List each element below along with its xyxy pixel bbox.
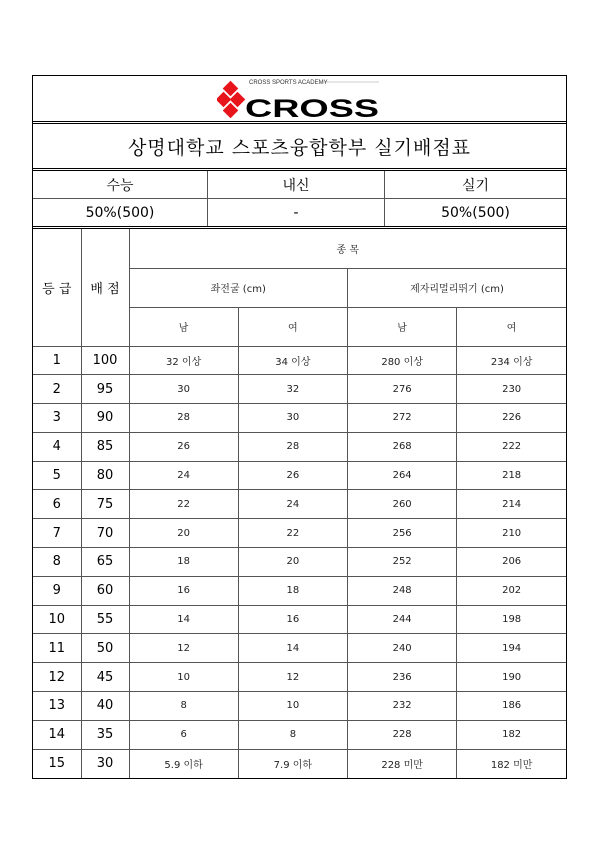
record-cell: 236: [348, 663, 457, 692]
score-cell: 100: [81, 346, 129, 375]
score-cell: 80: [81, 461, 129, 490]
score-cell: 75: [81, 490, 129, 519]
record-cell: 280 이상: [348, 346, 457, 375]
table-row: [33, 663, 566, 692]
record-cell: 30: [129, 375, 238, 404]
table-row: [33, 432, 566, 461]
ratio-value: 50%(500): [385, 199, 567, 228]
grade-cell: 8: [33, 548, 81, 577]
record-cell: 272: [348, 404, 457, 433]
record-cell: 232: [348, 692, 457, 721]
record-cell: 20: [238, 548, 347, 577]
record-cell: 256: [348, 519, 457, 548]
ratio-header: 내신: [208, 171, 385, 199]
record-cell: 210: [457, 519, 566, 548]
record-cell: 198: [457, 605, 566, 634]
ratio-header: 실기: [385, 171, 567, 199]
score-cell: 50: [81, 634, 129, 663]
table-row: [33, 519, 566, 548]
record-cell: 244: [348, 605, 457, 634]
record-cell: 10: [129, 663, 238, 692]
record-cell: 30: [238, 404, 347, 433]
record-cell: 20: [129, 519, 238, 548]
score-cell: 40: [81, 692, 129, 721]
table-row: [33, 605, 566, 634]
score-cell: 55: [81, 605, 129, 634]
score-cell: 45: [81, 663, 129, 692]
cross-diamond-icon: [217, 81, 245, 119]
record-cell: 206: [457, 548, 566, 577]
record-cell: 218: [457, 461, 566, 490]
record-cell: 12: [129, 634, 238, 663]
gender-header: 여: [238, 307, 347, 346]
ratio-table: [33, 171, 566, 229]
gender-header: 남: [129, 307, 238, 346]
cross-logo: [217, 77, 382, 120]
record-cell: 14: [129, 605, 238, 634]
grade-header: 등 급: [33, 229, 81, 346]
score-cell: 35: [81, 720, 129, 749]
event-header: 좌전굴 (cm): [129, 268, 348, 307]
grade-cell: 5: [33, 461, 81, 490]
grade-cell: 13: [33, 692, 81, 721]
record-cell: 28: [238, 432, 347, 461]
record-cell: 18: [129, 548, 238, 577]
record-cell: 214: [457, 490, 566, 519]
record-cell: 186: [457, 692, 566, 721]
record-cell: 222: [457, 432, 566, 461]
ratio-value: 50%(500): [33, 199, 208, 228]
record-cell: 18: [238, 576, 347, 605]
grade-cell: 10: [33, 605, 81, 634]
score-cell: 85: [81, 432, 129, 461]
score-cell: 65: [81, 548, 129, 577]
record-cell: 268: [348, 432, 457, 461]
record-cell: 260: [348, 490, 457, 519]
score-sheet: [32, 75, 567, 779]
table-row: [33, 548, 566, 577]
grade-cell: 1: [33, 346, 81, 375]
table-row: [33, 634, 566, 663]
grade-cell: 14: [33, 720, 81, 749]
record-cell: 8: [129, 692, 238, 721]
grade-cell: 3: [33, 404, 81, 433]
table-row: [33, 346, 566, 375]
score-cell: 95: [81, 375, 129, 404]
record-cell: 248: [348, 576, 457, 605]
record-cell: 12: [238, 663, 347, 692]
record-cell: 240: [348, 634, 457, 663]
grade-cell: 9: [33, 576, 81, 605]
record-cell: 32 이상: [129, 346, 238, 375]
ratio-header: 수능: [33, 171, 208, 199]
score-cell: 30: [81, 749, 129, 778]
record-cell: 26: [238, 461, 347, 490]
record-cell: 16: [238, 605, 347, 634]
record-cell: 226: [457, 404, 566, 433]
record-cell: 234 이상: [457, 346, 566, 375]
logo-tagline: CROSS SPORTS ACADEMY: [249, 80, 328, 86]
score-header: 배 점: [81, 229, 129, 346]
grade-cell: 15: [33, 749, 81, 778]
record-cell: 8: [238, 720, 347, 749]
events-header: 종 목: [129, 229, 566, 268]
table-row: [33, 576, 566, 605]
record-cell: 276: [348, 375, 457, 404]
record-cell: 252: [348, 548, 457, 577]
grade-cell: 12: [33, 663, 81, 692]
grade-cell: 7: [33, 519, 81, 548]
record-cell: 190: [457, 663, 566, 692]
score-cell: 90: [81, 404, 129, 433]
logo-row: [33, 76, 566, 124]
grade-cell: 11: [33, 634, 81, 663]
record-cell: 5.9 이하: [129, 749, 238, 778]
record-cell: 264: [348, 461, 457, 490]
record-cell: 10: [238, 692, 347, 721]
gender-header: 여: [457, 307, 566, 346]
record-cell: 24: [238, 490, 347, 519]
record-cell: 14: [238, 634, 347, 663]
record-cell: 16: [129, 576, 238, 605]
grade-table: [33, 229, 566, 778]
record-cell: 32: [238, 375, 347, 404]
logo-name: CROSS: [245, 95, 379, 120]
record-cell: 182: [457, 720, 566, 749]
table-row: [33, 490, 566, 519]
record-cell: 34 이상: [238, 346, 347, 375]
grade-cell: 6: [33, 490, 81, 519]
record-cell: 228: [348, 720, 457, 749]
table-row: [33, 692, 566, 721]
record-cell: 22: [129, 490, 238, 519]
record-cell: 6: [129, 720, 238, 749]
record-cell: 202: [457, 576, 566, 605]
gender-header: 남: [348, 307, 457, 346]
record-cell: 228 미만: [348, 749, 457, 778]
table-row: [33, 404, 566, 433]
grade-cell: 2: [33, 375, 81, 404]
record-cell: 230: [457, 375, 566, 404]
page-title: 상명대학교 스포츠융합학부 실기배점표: [33, 124, 566, 171]
event-header: 제자리멀리뛰기 (cm): [348, 268, 567, 307]
record-cell: 7.9 이하: [238, 749, 347, 778]
score-cell: 70: [81, 519, 129, 548]
score-cell: 60: [81, 576, 129, 605]
record-cell: 28: [129, 404, 238, 433]
grade-cell: 4: [33, 432, 81, 461]
grade-rows: [33, 346, 566, 778]
record-cell: 194: [457, 634, 566, 663]
record-cell: 26: [129, 432, 238, 461]
table-row: [33, 749, 566, 778]
ratio-value: -: [208, 199, 385, 228]
table-row: [33, 375, 566, 404]
table-row: [33, 720, 566, 749]
record-cell: 182 미만: [457, 749, 566, 778]
record-cell: 22: [238, 519, 347, 548]
record-cell: 24: [129, 461, 238, 490]
table-row: [33, 461, 566, 490]
